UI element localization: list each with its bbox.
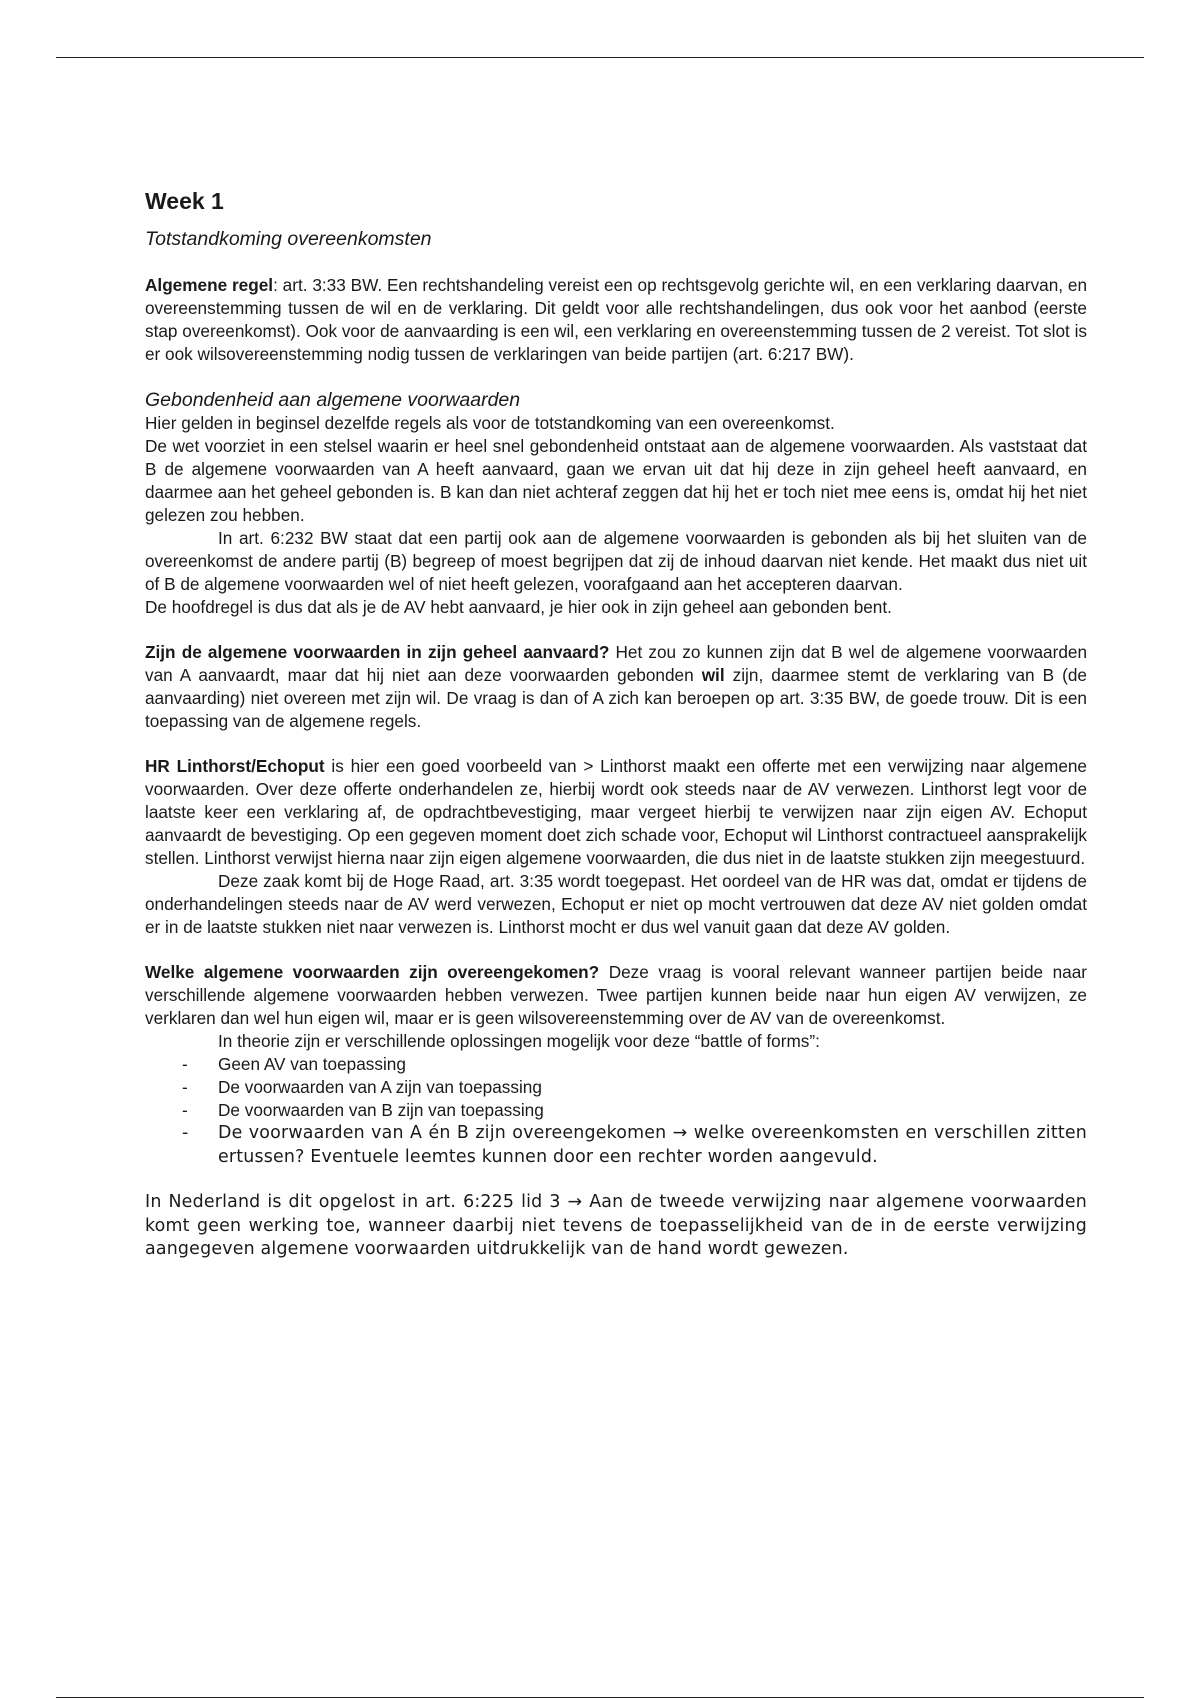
- term-algemene-regel: Algemene regel: [145, 275, 274, 295]
- emphasis-word: wil: [701, 665, 725, 685]
- header-rule: [56, 57, 1144, 58]
- paragraph-line: Hier gelden in beginsel dezelfde regels als voor de totstandkoming van een overeenkomst.: [145, 413, 835, 433]
- list-item: - De voorwaarden van A zijn van toepassing: [145, 1076, 1087, 1099]
- list-item: - Geen AV van toepassing: [145, 1053, 1087, 1076]
- page-heading: Week 1: [145, 188, 224, 214]
- list-item: - De voorwaarden van B zijn van toepassing: [145, 1099, 1087, 1122]
- paragraph-text: zijn, daarmee stemt de verklaring van B (de aanvaarding) niet overeen met zijn wil. De vraag is dan of A zich kan beroepen op art. 3:35 BW, de goede trouw. Dit is een toepassing van de algemene regels.: [145, 665, 1087, 731]
- paragraph-indented: In theorie zijn er verschillende oplossingen mogelijk voor deze “battle of forms”:: [218, 1031, 820, 1051]
- page-subtitle: Totstandkoming overeenkomsten: [145, 228, 432, 250]
- paragraph-text: Deze vraag is vooral relevant wanneer partijen beide naar verschillende algemene voorwaarden hebben verwezen. Twee partijen kunnen beide naar hun eigen AV verwijzen, ze verklaren dan wel hun eigen wil, maar er is geen wilsovereenstemming over de AV van de overeenkomst.: [145, 962, 1087, 1028]
- paragraph-line: De wet voorziet in een stelsel waarin er heel snel gebondenheid ontstaat aan de algemene voorwaarden. Als vaststaat dat B de algemene voorwaarden van A heeft aanvaard, gaan we ervan uit dat hij deze in zijn geheel heeft aanvaard, en daarmee aan het geheel gebonden is. B kan dan niet achteraf zeggen dat hij het er toch niet mee eens is, omdat hij het niet gelezen zou hebben.: [145, 436, 1087, 525]
- question-heading: Welke algemene voorwaarden zijn overeengekomen?: [145, 962, 600, 982]
- paragraph-geheel-aanvaard: [145, 641, 1087, 733]
- question-heading: Zijn de algemene voorwaarden in zijn geheel aanvaard?: [145, 642, 610, 662]
- solutions-list: [145, 1053, 1087, 1169]
- section-title-gebondenheid: Gebondenheid aan algemene voorwaarden: [145, 389, 521, 411]
- case-name: HR Linthorst/Echoput: [145, 756, 325, 776]
- document-body: [145, 186, 1087, 1262]
- paragraph-overeengekomen: [145, 961, 1087, 1030]
- paragraph-indented: Deze zaak komt bij de Hoge Raad, art. 3:35 wordt toegepast. Het oordeel van de HR was dat, omdat er tijdens de onderhandelingen steeds naar de AV werd verwezen, Echoput er niet op mocht vertrouwen dat deze AV niet golden omdat er in de laatste stukken niet naar verwezen is. Linthorst mocht er dus wel vanuit gaan dat deze AV golden.: [145, 871, 1087, 937]
- paragraph-indented: In art. 6:232 BW staat dat een partij ook aan de algemene voorwaarden is gebonden als bij het sluiten van de overeenkomst de andere partij (B) begreep of moest begrijpen dat zij de inhoud daarvan niet kende. Het maakt dus niet uit of B de algemene voorwaarden wel of niet heeft gelezen, voorafgaand aan het accepteren daarvan.: [145, 528, 1087, 594]
- paragraph-line: De hoofdregel is dus dat als je de AV hebt aanvaard, je hier ook in zijn geheel aan gebonden bent.: [145, 597, 892, 617]
- paragraph-algemene-regel: [145, 274, 1087, 366]
- paragraph-text: : art. 3:33 BW. Een rechtshandeling vereist een op rechtsgevolg gerichte wil, en een verklaring daarvan, en overeenstemming tussen de wil en de verklaring. Dit geldt voor alle rechtshandelingen, dus ook voor het aanbod (eerste stap overeenkomst). Ook voor de aanvaarding is een wil, een verklaring en overeenstemming tussen de 2 vereist. Tot slot is er ook wilsovereenstemming nodig tussen de verklaringen van beide partijen (art. 6:217 BW).: [145, 275, 1088, 364]
- paragraph-text: is hier een goed voorbeeld van > Linthorst maakt een offerte met een verwijzing naar algemene voorwaarden. Over deze offerte onderhandelen ze, hierbij wordt ook steeds naar de AV verwezen. Linthorst legt voor de laatste keer een verklaring af, de opdrachtbevestiging, maar vergeet hierbij te verwijzen naar zijn eigen AV. Echoput aanvaardt de bevestiging. Op een gegeven moment doet zich schade voor, Echoput wil Linthorst contractueel aansprakelijk stellen. Linthorst verwijst hierna naar zijn eigen algemene voorwaarden, die dus niet in de laatste stukken zijn meegestuurd.: [145, 756, 1087, 868]
- paragraph-conclusion: In Nederland is dit opgelost in art. 6:225 lid 3 → Aan de tweede verwijzing naar algemene voorwaarden komt geen werking toe, wanneer daarbij niet tevens de toepasselijkheid van de in de eerste verwijzing aangegeven algemene voorwaarden uitdrukkelijk van de hand wordt gewezen.: [145, 1192, 1087, 1259]
- list-item: - De voorwaarden van A én B zijn overeengekomen → welke overeenkomsten en verschillen zitten ertussen? Eventuele leemtes kunnen door een rechter worden aangevuld.: [145, 1122, 1087, 1169]
- footer-rule: [56, 1697, 1144, 1698]
- paragraph-text: Het zou zo kunnen zijn dat B wel de algemene voorwaarden van A aanvaardt, maar dat hij niet aan deze voorwaarden gebonden: [145, 642, 1087, 685]
- paragraph-linthorst-echoput: [145, 755, 1087, 870]
